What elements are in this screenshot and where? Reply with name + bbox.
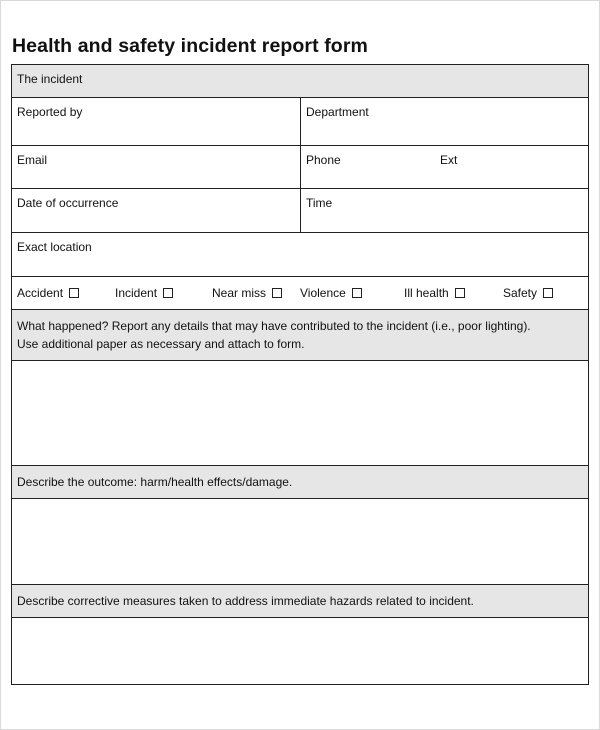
- what-happened-prompt: [12, 310, 588, 360]
- corrective-measures-label: Describe corrective measures taken to address immediate hazards related to incident.: [17, 594, 474, 608]
- outcome-input-area[interactable]: [12, 499, 588, 585]
- reported-by-field[interactable]: [12, 98, 301, 145]
- type-violence[interactable]: [300, 286, 362, 300]
- exact-location-field[interactable]: [12, 233, 588, 276]
- type-safety-label: Safety: [503, 286, 538, 300]
- date-of-occurrence-label: Date of occurrence: [17, 196, 119, 210]
- type-incident-label: Incident: [115, 286, 158, 300]
- form-title: Health and safety incident report form: [12, 35, 368, 57]
- section-header-outcome: [12, 466, 588, 499]
- type-ill-health[interactable]: [404, 286, 465, 300]
- type-ill-health-label: Ill health: [404, 286, 449, 300]
- accident-checkbox[interactable]: [69, 288, 79, 298]
- section-header-corrective: [12, 585, 588, 618]
- what-happened-input-area[interactable]: [12, 361, 588, 466]
- type-violence-label: Violence: [300, 286, 346, 300]
- time-label: Time: [306, 196, 333, 210]
- email-field[interactable]: [12, 146, 301, 188]
- section-label-incident: [12, 65, 588, 97]
- time-field[interactable]: [301, 189, 588, 232]
- type-accident-label: Accident: [17, 286, 64, 300]
- safety-checkbox[interactable]: [543, 288, 553, 298]
- department-field[interactable]: [301, 98, 588, 145]
- row-reporter: [12, 98, 588, 146]
- type-safety[interactable]: [503, 286, 553, 300]
- what-happened-line-2: Use additional paper as necessary and attach to form.: [17, 337, 305, 351]
- row-contact: [12, 146, 588, 189]
- incident-heading: The incident: [17, 72, 83, 86]
- incident-report-form: [11, 64, 589, 685]
- date-of-occurrence-field[interactable]: [12, 189, 301, 232]
- violence-checkbox[interactable]: [352, 288, 362, 298]
- exact-location-label: Exact location: [17, 240, 92, 254]
- row-datetime: [12, 189, 588, 233]
- section-header-what-happened: [12, 310, 588, 361]
- type-near-miss-label: Near miss: [212, 286, 267, 300]
- incident-checkbox[interactable]: [163, 288, 173, 298]
- reported-by-label: Reported by: [17, 105, 83, 119]
- near-miss-checkbox[interactable]: [272, 288, 282, 298]
- email-label: Email: [17, 153, 48, 167]
- outcome-prompt: [12, 466, 588, 498]
- corrective-prompt: [12, 585, 588, 617]
- describe-outcome-label: Describe the outcome: harm/health effects/damage.: [17, 475, 293, 489]
- row-location: [12, 233, 588, 277]
- type-accident[interactable]: [17, 286, 79, 300]
- row-incident-types: [12, 277, 588, 310]
- what-happened-line-1: What happened? Report any details that may have contributed to the incident (i.e., poor lighting).: [17, 319, 531, 333]
- type-incident[interactable]: [115, 286, 173, 300]
- phone-label: Phone: [306, 153, 341, 167]
- department-label: Department: [306, 105, 369, 119]
- section-header-incident: [12, 65, 588, 98]
- ill-health-checkbox[interactable]: [455, 288, 465, 298]
- type-near-miss[interactable]: [212, 286, 282, 300]
- ext-label: Ext: [440, 153, 458, 167]
- phone-field[interactable]: [301, 146, 588, 188]
- corrective-input-area[interactable]: [12, 618, 588, 684]
